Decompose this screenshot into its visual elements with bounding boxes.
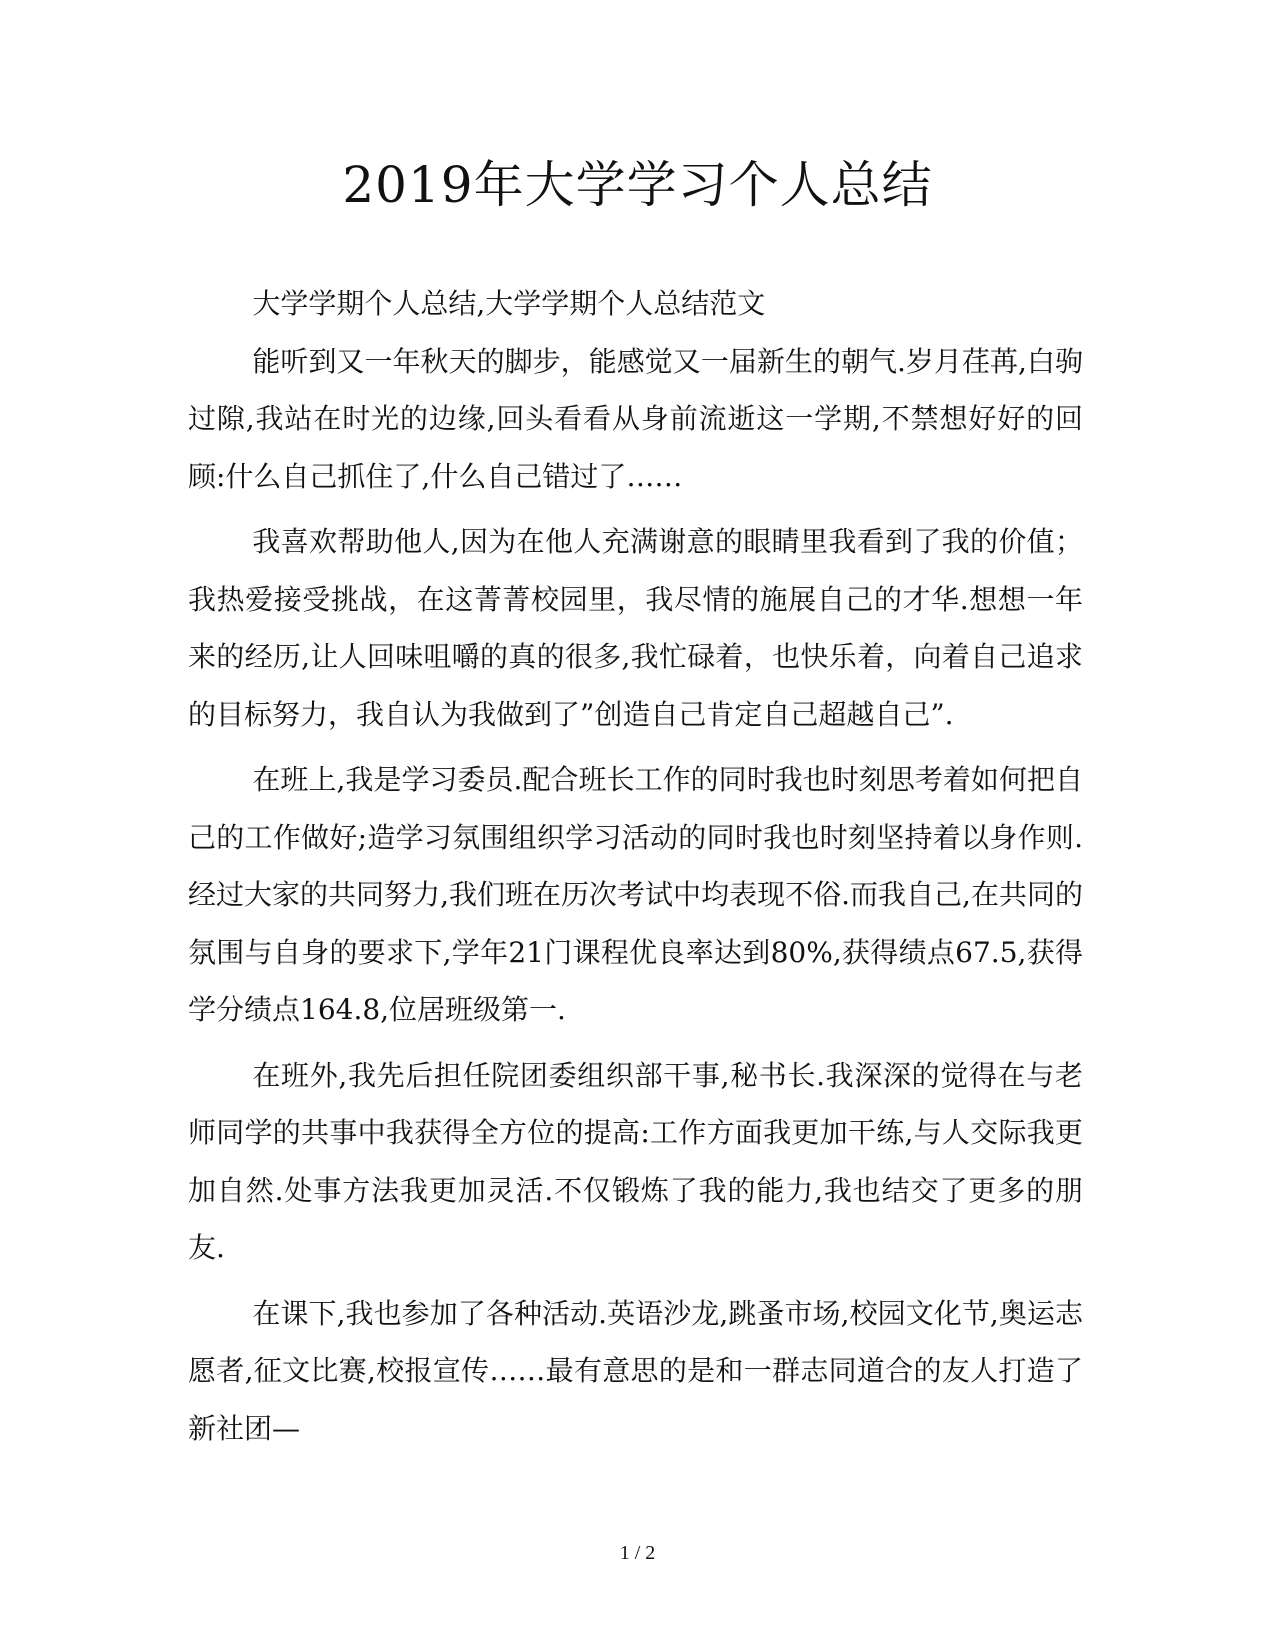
paragraph-helping-others: 我喜欢帮助他人,因为在他人充满谢意的眼睛里我看到了我的价值；我热爱接受挑战，在这菁菁校园里，我尽情的施展自己的才华.想想一年来的经历,让人回味咀嚼的真的很多,我忙碌着，也快乐着，向着自己追求的目标努力，我自认为我做到了”创造自己肯定自己超越自己”.: [188, 525, 1083, 731]
paragraph-subtitle: 大学学期个人总结,大学学期个人总结范文: [252, 287, 766, 320]
document-title: 2019年大学学习个人总结: [342, 156, 933, 214]
paragraph-class-duties: 在班上,我是学习委员.配合班长工作的同时我也时刻思考着如何把自己的工作做好;造学习氛围组织学习活动的同时我也时刻坚持着以身作则.经过大家的共同努力,我们班在历次考试中均表现不俗.而我自己,在共同的氛围与自身的要求下,学年21门课程优良率达到80%,获得绩点67.5,获得学分绩点164.8,位居班级第一.: [188, 763, 1083, 1026]
paragraph-outside-class: 在班外,我先后担任院团委组织部干事,秘书长.我深深的觉得在与老师同学的共事中我获得全方位的提高:工作方面我更加干练,与人交际我更加自然.处事方法我更加灵活.不仅锻炼了我的能力,我也结交了更多的朋友.: [188, 1058, 1083, 1264]
document-body: [188, 275, 1083, 1465]
paragraph-intro: 能听到又一年秋天的脚步，能感觉又一届新生的朝气.岁月荏苒,白驹过隙,我站在时光的边缘,回头看看从身前流逝这一学期,不禁想好好的回顾:什么自己抓住了,什么自己错过了……: [188, 344, 1083, 493]
paragraph-activities: 在课下,我也参加了各种活动.英语沙龙,跳蚤市场,校园文化节,奥运志愿者,征文比赛,校报宣传……最有意思的是和一群志同道合的友人打造了新社团—: [188, 1296, 1083, 1445]
page-number: 1 / 2: [619, 1542, 656, 1564]
